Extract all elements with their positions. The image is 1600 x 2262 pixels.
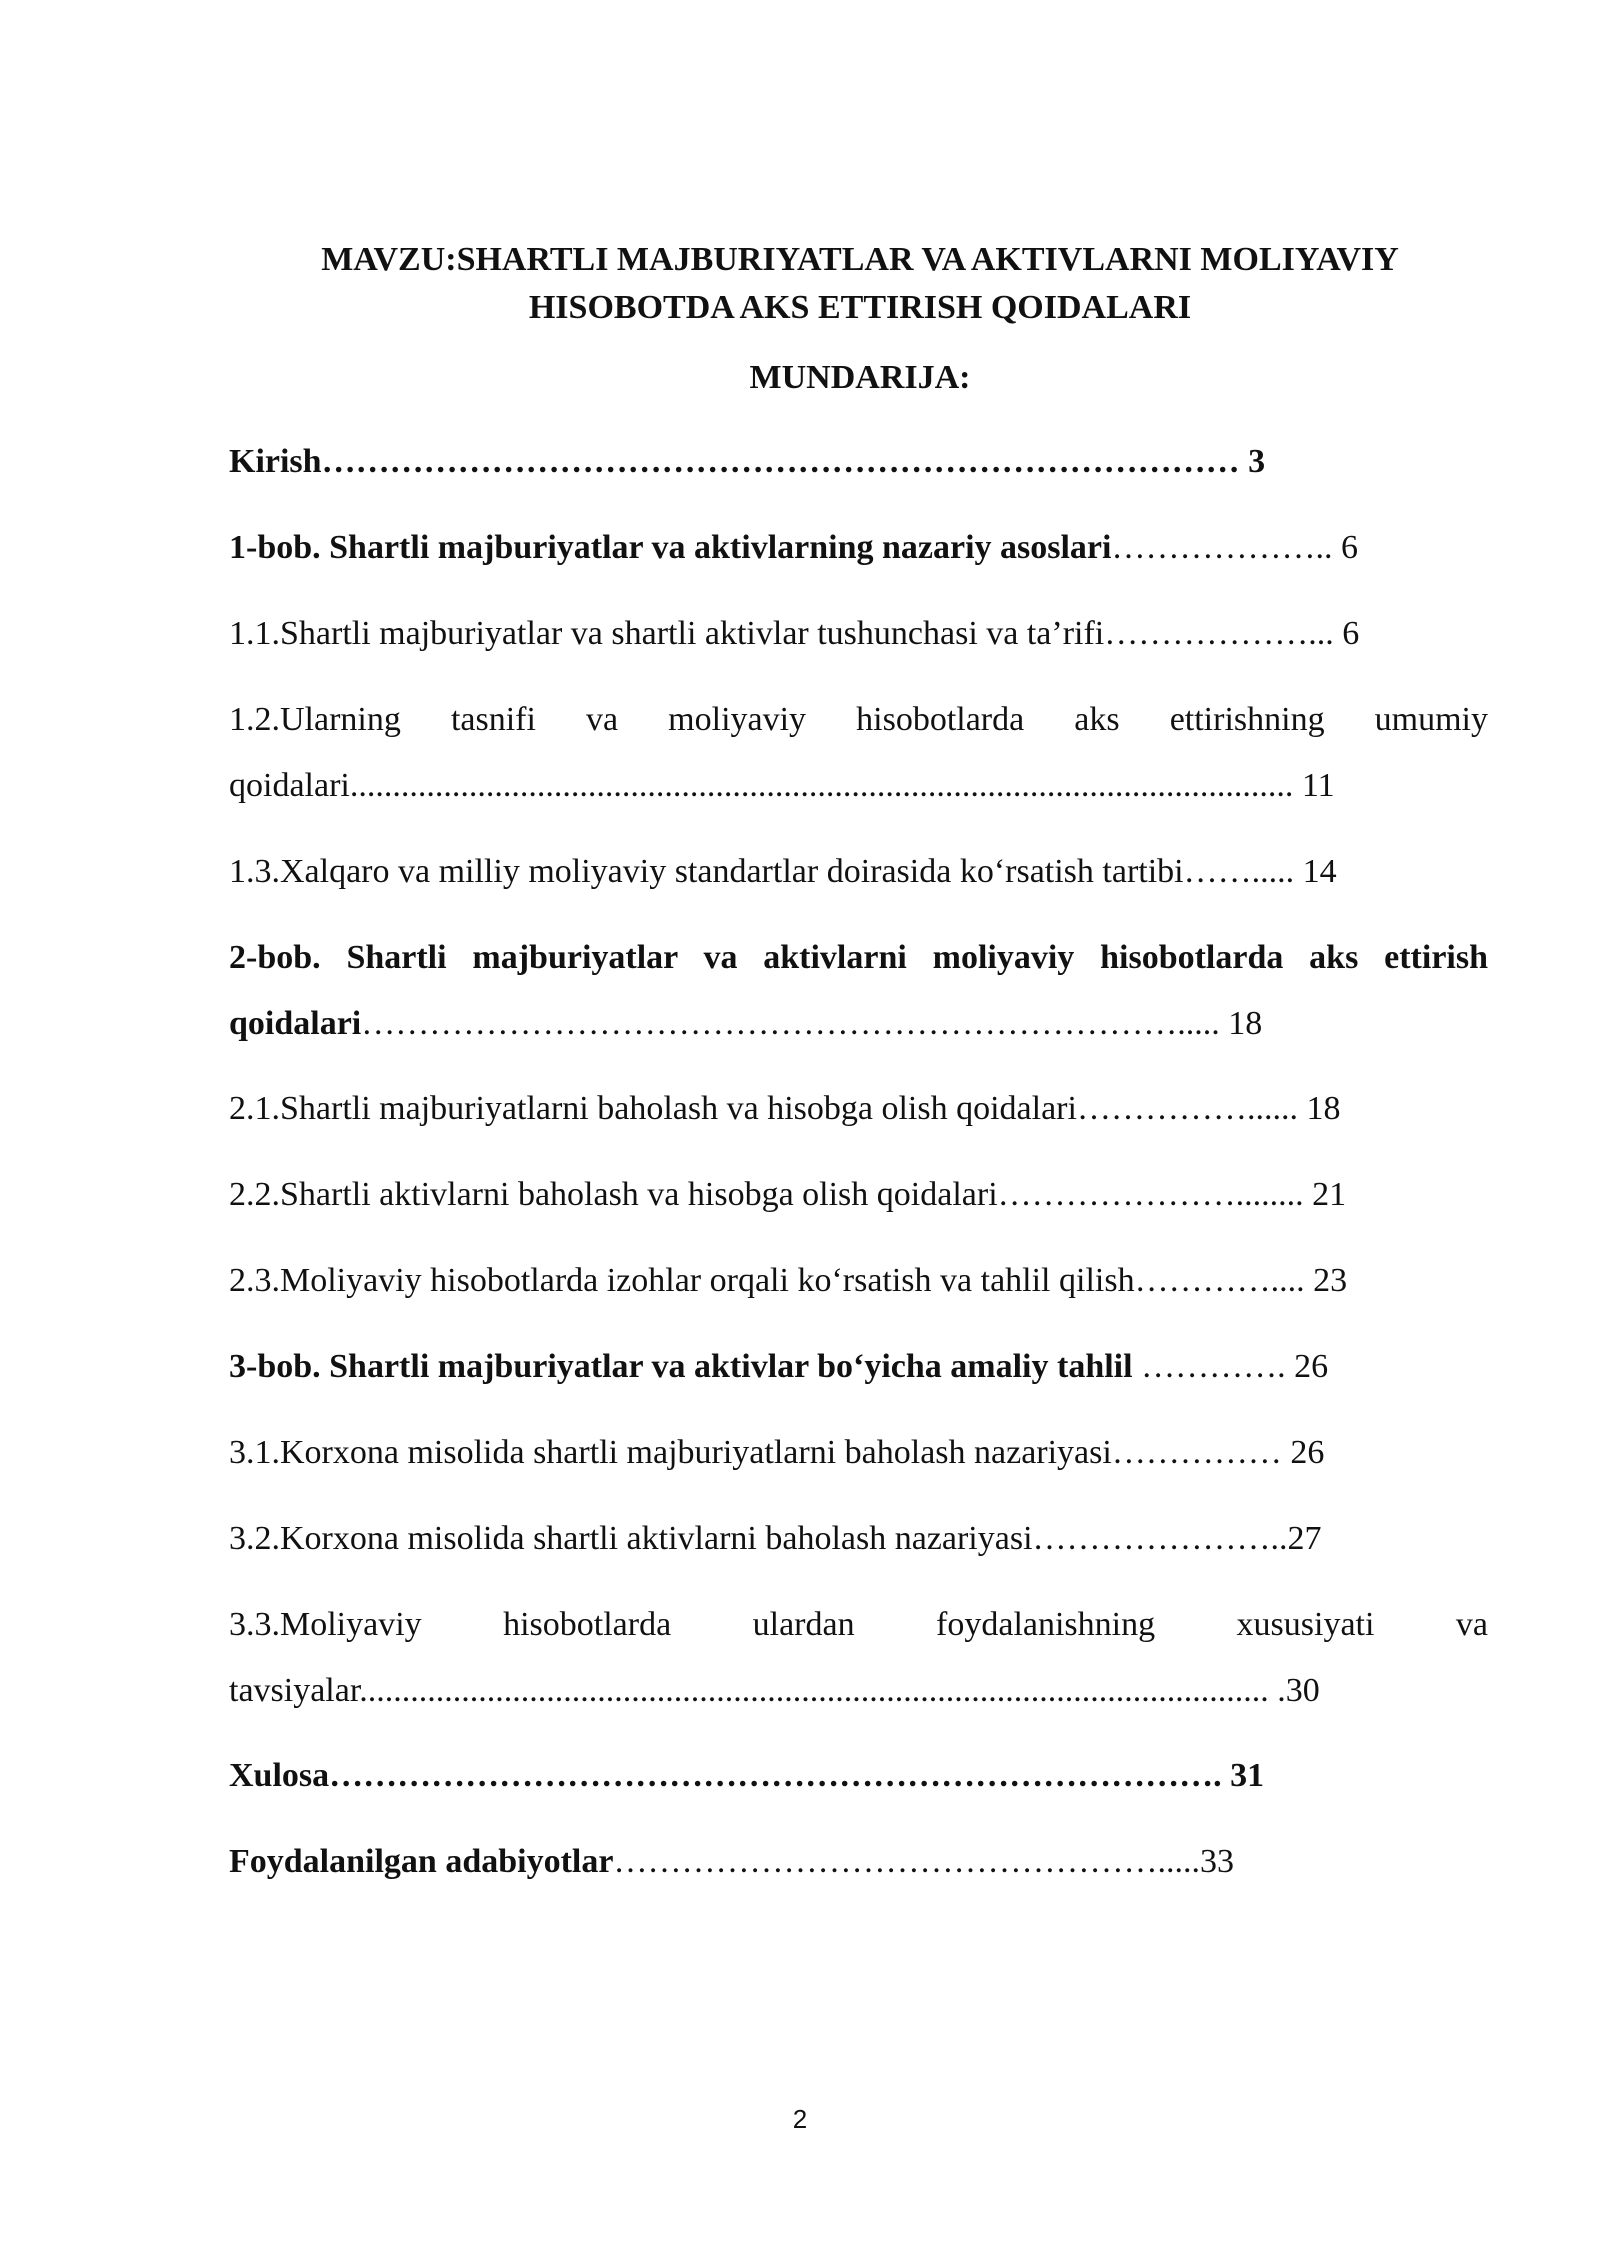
toc-entry-label: Foydalanilgan adabiyotlar xyxy=(229,1843,614,1880)
toc-entry-chapter-3[interactable] xyxy=(229,1347,1488,1387)
toc-entry-page: 18 xyxy=(1297,1090,1341,1127)
toc-entry-label-line-1: 3.3.Moliyaviy hisobotlarda ulardan foydalanishning xususiyati va xyxy=(229,1606,1488,1643)
toc-entry-3-1[interactable] xyxy=(229,1433,1488,1473)
toc-entry-label: 1.1.Shartli majburiyatlar va shartli aktivlar tushunchasi va ta’rifi xyxy=(229,615,1105,652)
toc-entry-page: 23 xyxy=(1304,1262,1348,1299)
toc-entry-page: 14 xyxy=(1294,853,1337,890)
toc-entry-references[interactable] xyxy=(229,1842,1488,1882)
toc-entry-leader: ............................................................................................................... xyxy=(349,767,1294,804)
toc-entry-page: 6 xyxy=(1333,615,1360,652)
toc-entry-label: 1.3.Xalqaro va milliy moliyaviy standartlar doirasida ko‘rsatish tartibi xyxy=(229,853,1184,890)
toc-entry-label-line-2: qoidalari xyxy=(229,767,350,804)
toc-entry-page: 6 xyxy=(1332,529,1358,566)
toc-entry-leader: …………………………………………..... xyxy=(613,1843,1200,1880)
title-line-2: HISOBOTDA AKS ETTIRISH QOIDALARI xyxy=(528,289,1192,326)
toc-entry-1-3[interactable] xyxy=(229,852,1488,892)
toc-entry-label-line-2: tavsiyalar xyxy=(229,1672,360,1709)
toc-entry-page: 3 xyxy=(1239,443,1266,480)
toc-entry-leader: ........................................................................................................... xyxy=(359,1672,1269,1709)
document-title xyxy=(200,236,1520,332)
toc-entry-label-line-2: qoidalari xyxy=(229,1005,362,1042)
toc-entry-label: 3-bob. Shartli majburiyatlar va aktivlar bo‘yicha amaliy tahlil xyxy=(229,1348,1133,1385)
toc-entry-leader: ……………………………………………………………………… xyxy=(321,443,1240,480)
toc-entry-chapter-1[interactable] xyxy=(229,528,1488,568)
toc-entry-leader: ………………….. xyxy=(1032,1520,1288,1557)
toc-entry-xulosa[interactable] xyxy=(229,1756,1488,1796)
toc-entry-kirish[interactable] xyxy=(229,442,1488,482)
toc-entry-leader: ……………….. xyxy=(1111,529,1333,566)
toc-entry-chapter-2[interactable] xyxy=(229,938,1488,1044)
toc-entry-page: 26 xyxy=(1290,1434,1325,1471)
toc-entry-label: 3.2.Korxona misolida shartli aktivlarni baholash nazariyasi xyxy=(229,1520,1033,1557)
toc-entry-page: 31 xyxy=(1230,1757,1265,1794)
toc-entry-leader: ………………... xyxy=(1104,615,1334,652)
toc-entry-label-line-1: 2-bob. Shartli majburiyatlar va aktivlarni moliyaviy hisobotlarda aks ettirish xyxy=(229,939,1488,976)
toc-entry-page: 18 xyxy=(1219,1005,1263,1042)
toc-entry-leader: ………….... xyxy=(1134,1262,1305,1299)
toc-entry-2-3[interactable] xyxy=(229,1261,1488,1301)
toc-entry-page: 27 xyxy=(1287,1520,1322,1557)
toc-entry-1-2[interactable] xyxy=(229,700,1488,806)
toc-entry-2-2[interactable] xyxy=(229,1175,1488,1215)
toc-entry-leader: ………………………………………………………………..... xyxy=(361,1005,1220,1042)
page-number: 2 xyxy=(792,2104,808,2134)
toc-entry-1-1[interactable] xyxy=(229,614,1488,654)
toc-entry-page: 26 xyxy=(1285,1348,1329,1385)
toc-entry-label: Xulosa xyxy=(229,1757,330,1794)
toc-entry-label: Kirish xyxy=(229,443,322,480)
toc-entry-leader: …………………........ xyxy=(997,1176,1304,1213)
title-line-1: MAVZU:SHARTLI MAJBURIYATLAR VA AKTIVLARNI MOLIYAVIY xyxy=(321,241,1399,278)
toc-entry-label: 2.3.Moliyaviy hisobotlarda izohlar orqali ko‘rsatish va tahlil qilish xyxy=(229,1262,1135,1299)
toc-entry-leader: …………. xyxy=(1132,1348,1286,1385)
toc-entry-3-2[interactable] xyxy=(229,1519,1488,1559)
toc-entry-page: 33 xyxy=(1199,1843,1234,1880)
toc-entry-page: .30 xyxy=(1268,1672,1320,1709)
toc-entry-label: 3.1.Korxona misolida shartli majburiyatlarni baholash nazariyasi xyxy=(229,1434,1112,1471)
toc-entry-label: 2.2.Shartli aktivlarni baholash va hisobga olish qoidalari xyxy=(229,1176,998,1213)
toc-entry-page: 21 xyxy=(1303,1176,1347,1213)
toc-entry-2-1[interactable] xyxy=(229,1089,1488,1129)
toc-entry-leader: ……………………………………………………………………. xyxy=(329,1757,1231,1794)
toc-entry-label: 2.1.Shartli majburiyatlarni baholash va hisobga olish qoidalari xyxy=(229,1090,1077,1127)
toc-heading: MUNDARIJA: xyxy=(749,359,971,396)
toc-entry-label-line-1: 1.2.Ularning tasnifi va moliyaviy hisobotlarda aks ettirishning umumiy xyxy=(229,701,1488,738)
toc-entry-3-3[interactable] xyxy=(229,1605,1488,1711)
toc-entry-leader: ……………...... xyxy=(1076,1090,1298,1127)
toc-entry-page: 11 xyxy=(1293,767,1335,804)
toc-entry-leader: …………… xyxy=(1111,1434,1291,1471)
toc-entry-leader: ……..... xyxy=(1183,853,1295,890)
toc-entry-label: 1-bob. Shartli majburiyatlar va aktivlarning nazariy asoslari xyxy=(229,529,1112,566)
